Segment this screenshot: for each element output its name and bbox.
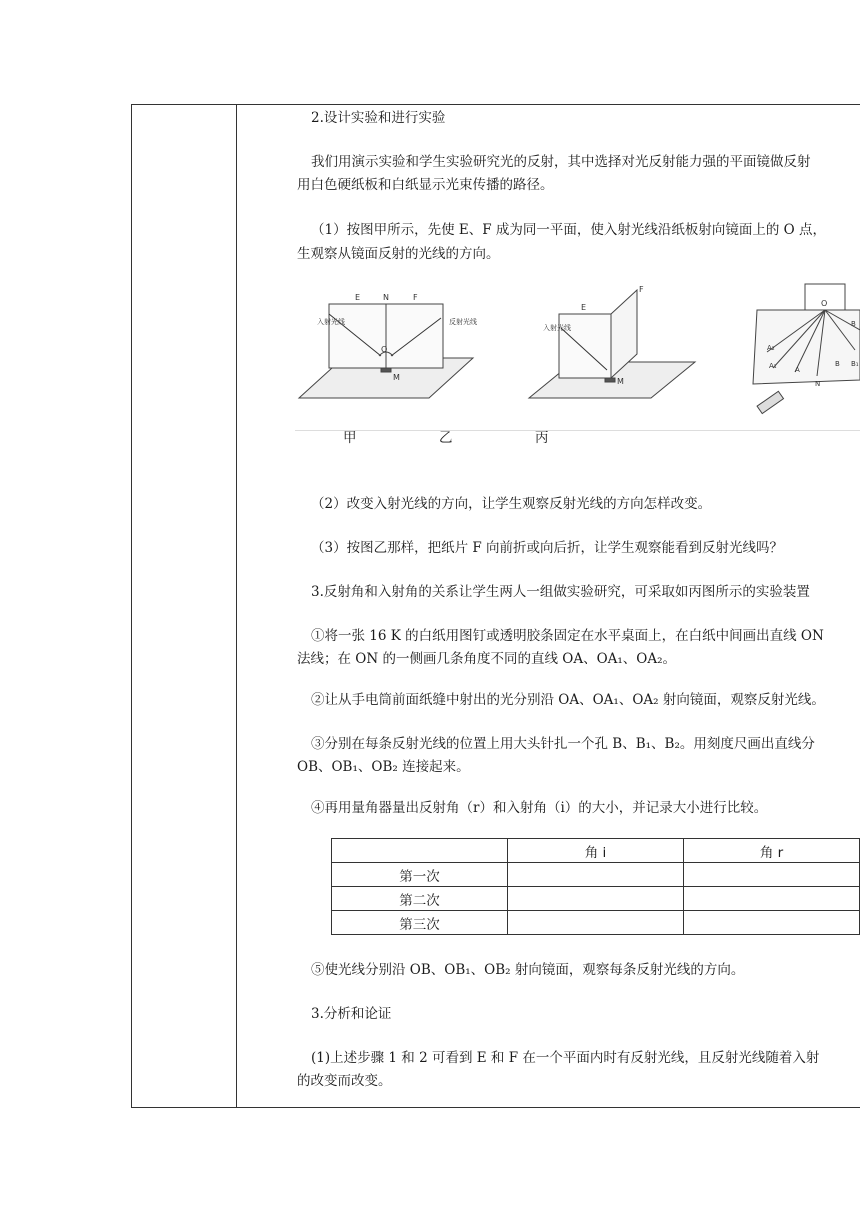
jia-label-M: M xyxy=(393,373,400,382)
jia-reflected-label: 反射光线 xyxy=(449,318,477,326)
caption-jia: 甲 xyxy=(343,430,357,446)
step1-line-2: 生观察从镜面反射的光线的方向。 xyxy=(297,246,500,262)
experiment-figure xyxy=(295,280,860,432)
caption-bing: 丙 xyxy=(535,430,549,446)
bing-label-A2: A₂ xyxy=(767,344,775,352)
figure-yi xyxy=(529,290,695,398)
item1-line-1: ①将一张 16 K 的白纸用图钉或透明胶条固定在水平桌面上，在白纸中间画出直线 ON xyxy=(311,628,824,644)
jia-label-E: E xyxy=(355,293,361,302)
item5-text: ⑤使光线分别沿 OB、OB₁、OB₂ 射向镜面，观察每条反射光线的方向。 xyxy=(311,962,745,978)
bing-label-N: N xyxy=(815,380,821,388)
table-cell xyxy=(508,863,684,887)
intro-line-2: 用白色硬纸板和白纸显示光束传播的路径。 xyxy=(297,177,554,193)
angle-record-table xyxy=(331,838,860,935)
intro-line-1: 我们用演示实验和学生实验研究光的反射，其中选择对光反射能力强的平面镜做反射 xyxy=(311,154,811,170)
table-row-label: 第一次 xyxy=(332,863,508,887)
bing-label-B: B xyxy=(835,360,840,368)
bing-label-A: A xyxy=(795,366,800,374)
yi-label-F: F xyxy=(639,285,644,294)
jia-label-O: O xyxy=(381,345,388,354)
relation-heading: 3.反射角和入射角的关系让学生两人一组做实验研究，可采取如丙图所示的实验装置 xyxy=(311,584,810,600)
table-header-cell: 角 r xyxy=(684,839,860,863)
jia-label-F: F xyxy=(413,293,418,302)
table-cell xyxy=(684,863,860,887)
table-cell xyxy=(508,911,684,935)
analysis1-line-2: 的改变而改变。 xyxy=(297,1073,392,1089)
analysis-heading: 3.分析和论证 xyxy=(311,1006,392,1022)
figure-divider xyxy=(295,430,860,431)
yi-label-E: E xyxy=(581,303,587,312)
table-header-cell: 角 i xyxy=(508,839,684,863)
item3-line-1: ③分别在每条反射光线的位置上用大头针扎一个孔 B、B₁、B₂。用刻度尺画出直线分 xyxy=(311,736,815,752)
jia-label-N: N xyxy=(383,293,389,302)
bing-label-O: O xyxy=(821,299,828,308)
caption-yi: 乙 xyxy=(439,430,453,446)
table-row-label: 第三次 xyxy=(332,911,508,935)
table-row-label: 第二次 xyxy=(332,887,508,911)
yi-incident-label: 入射光线 xyxy=(543,324,571,332)
item3-line-2: OB、OB₁、OB₂ 连接起来。 xyxy=(297,759,470,775)
analysis1-line-1: (1)上述步骤 1 和 2 可看到 E 和 F 在一个平面内时有反射光线，且反射光线随着入射 xyxy=(311,1050,820,1066)
step1-line-1: （1）按图甲所示，先使 E、F 成为同一平面，使入射光线沿纸板射向镜面上的 O 点， xyxy=(311,222,827,238)
item4-text: ④再用量角器量出反射角（r）和入射角（i）的大小，并记录大小进行比较。 xyxy=(311,800,768,816)
step3-text: （3）按图乙那样，把纸片 F 向前折或向后折，让学生观察能看到反射光线吗？ xyxy=(311,540,784,556)
item2-text: ②让从手电筒前面纸缝中射出的光分别沿 OA、OA₁、OA₂ 射向镜面，观察反射光线。 xyxy=(311,692,825,708)
table-cell xyxy=(684,887,860,911)
bing-label-A1: A₁ xyxy=(769,362,777,370)
table-cell xyxy=(508,887,684,911)
item1-line-2: 法线；在 ON 的一侧画几条角度不同的直线 OA、OA₁、OA₂。 xyxy=(297,651,677,667)
step2-text: （2）改变入射光线的方向，让学生观察反射光线的方向怎样改变。 xyxy=(311,496,712,512)
table-header-row xyxy=(332,839,860,863)
yi-label-M: M xyxy=(617,377,624,386)
jia-incident-label: 入射光线 xyxy=(317,318,345,326)
design-heading: 2.设计实验和进行实验 xyxy=(311,110,446,126)
table-row xyxy=(332,887,860,911)
bing-label-B1: B₁ xyxy=(851,360,859,368)
table-row xyxy=(332,911,860,935)
table-row xyxy=(332,863,860,887)
table-header-cell xyxy=(332,839,508,863)
table-cell xyxy=(684,911,860,935)
content-cell xyxy=(237,104,860,1108)
bing-label-B2: B xyxy=(851,320,856,328)
